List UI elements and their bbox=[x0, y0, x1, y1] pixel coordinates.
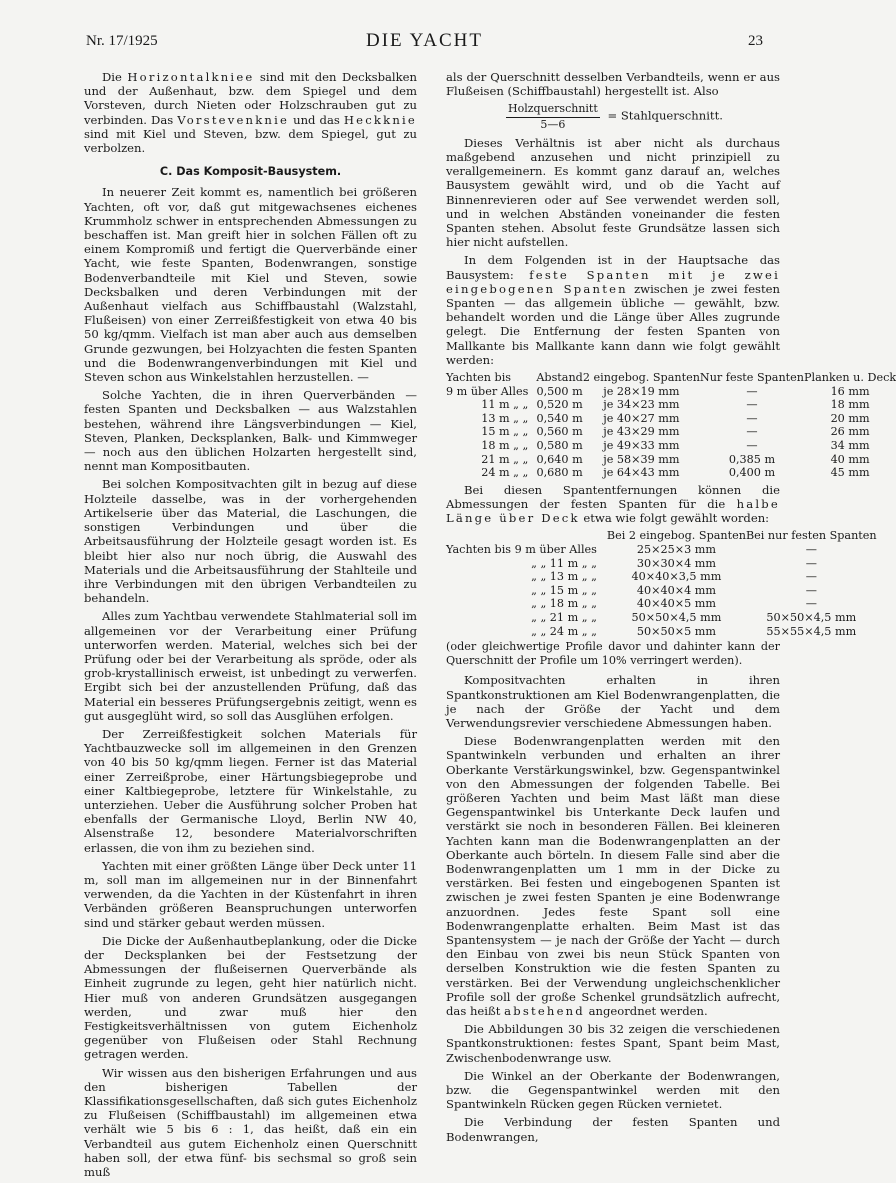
table-cell: je 49×33 mm bbox=[603, 439, 680, 453]
table-cell: 24 m „ „ bbox=[481, 466, 529, 480]
paragraph: In neuerer Zeit kommt es, namentlich bei größeren Yachten, oft vor, daß gut mitgewachsenes eichenes Krummholz schwer in entsprechenden Abmessungen zu beschaffen ist. Man greift hier in solchen Fällen oft zu einem Kompromiß und fertigt die Querverbände einer Yacht, wie feste Spanten, Bodenwrangen, sonstige Bodenverbandteile mit Kiel und Steven, sowie Decksbalken und deren Verbindungen mit der Außenhaut vielfach aus Schiffbaustahl (Walzstahl, Flußeisen) von einer Zerreißfestigkeit von etwa 40 bis 50 kg/qmm. Vielfach ist man aber auch aus demselben Grunde gezwungen, bei Holzyachten die festen Spanten und die Bodenwrangenverbindungen mit Kiel und Steven schon aus Winkelstahlen herzustellen. — bbox=[84, 185, 417, 385]
table-cell: — bbox=[746, 398, 758, 412]
table-cell: 0,385 m bbox=[728, 452, 776, 466]
table-cell: — bbox=[805, 583, 817, 597]
paragraph: Yachten mit einer größten Länge über Deck unter 11 m, soll man im allgemeinen nur in der Binnenfahrt verwenden, da die Yachten in der Küstenfahrt in ihren Verbänden größeren Beanspruchungen unterworfen sind und stärker gebaut werden müssen. bbox=[84, 858, 417, 930]
page-number: 23 bbox=[748, 33, 763, 49]
left-column bbox=[84, 70, 417, 1183]
table-header bbox=[446, 529, 607, 543]
table-cell: — bbox=[805, 570, 817, 584]
journal-title: DIE YACHT bbox=[365, 30, 484, 51]
table-header: Yachten bis bbox=[446, 371, 512, 385]
table-cell: „ „ 13 m „ „ bbox=[531, 570, 597, 584]
table-cell: 40×40×3,5 mm bbox=[631, 570, 722, 584]
table-cell: „ „ 21 m „ „ bbox=[531, 610, 597, 624]
table-cell: 18 mm bbox=[830, 398, 870, 412]
paragraph: Die Winkel an der Oberkante der Bodenwrangen, bzw. die Gegenspantwinkel werden mit den Spantwinkeln Rücken gegen Rücken vernietet. bbox=[446, 1068, 780, 1112]
table-cell: 40×40×5 mm bbox=[636, 597, 716, 611]
paragraph: Die Dicke der Außenhautbeplankung, oder die Dicke der Decksplanken bei der Festsetzung der Abmessungen der flußeisernen Querverbände als Einheit zugrunde zu legen, geht hier natürlich nicht. Hier muß von anderen Grundsätzen ausgegangen werden, und zwar muß hier den Festigkeitsverhältnissen von gutem Eichenholz gegenüber von Flußeisen oder Stahl Rechnung getragen werden. bbox=[84, 933, 417, 1062]
table-row bbox=[446, 570, 877, 584]
table-cell: — bbox=[805, 543, 817, 557]
table-cell: je 28×19 mm bbox=[603, 384, 680, 398]
table-row bbox=[446, 584, 877, 598]
paragraph-halbe-laenge: Bei diesen Spantentfernungen können die Abmessungen der festen Spanten für die halbe Länge über Deck etwa wie folgt gewählt worden: bbox=[446, 482, 780, 526]
table-cell: „ „ 15 m „ „ bbox=[531, 583, 597, 597]
issue-number: Nr. 17/1925 bbox=[86, 33, 158, 49]
table-header: Bei 2 eingebog. Spanten bbox=[606, 529, 746, 543]
table-cell: 0,500 m bbox=[536, 384, 583, 398]
spacing-table bbox=[446, 371, 896, 480]
table-row bbox=[446, 398, 896, 412]
table-cell: 25×25×3 mm bbox=[636, 543, 716, 557]
table-header: Abstand bbox=[536, 371, 583, 385]
table-cell: 20 mm bbox=[830, 411, 870, 425]
table-cell: 0,540 m bbox=[536, 411, 583, 425]
ratio-formula bbox=[446, 102, 780, 131]
table-cell: — bbox=[746, 425, 758, 439]
table-cell: 15 m „ „ bbox=[481, 425, 529, 439]
table-cell: je 58×39 mm bbox=[603, 452, 680, 466]
table-row bbox=[446, 557, 877, 571]
table-row bbox=[446, 439, 896, 453]
paragraph: Die Abbildungen 30 bis 32 zeigen die verschiedenen Spantkonstruktionen: festes Spant, Spant beim Mast, Zwischenbodenwrange usw. bbox=[446, 1022, 780, 1065]
table-cell: 40×40×4 mm bbox=[636, 583, 716, 597]
paragraph: Kompositvachten erhalten in ihren Spantkonstruktionen am Kiel Bodenwrangenplatten, die je nach der Größe der Yacht und dem Verwendungsrevier verschiedene Abmessungen haben. bbox=[446, 673, 780, 730]
table-cell: 9 m über Alles bbox=[446, 384, 529, 398]
fraction bbox=[506, 102, 600, 131]
table-cell: — bbox=[746, 384, 758, 398]
table-cell: 16 mm bbox=[830, 384, 870, 398]
table-cell: 18 m „ „ bbox=[481, 439, 529, 453]
paragraph-horizontalkniee: Die Horizontalkniee sind mit den Decksbalken und der Außenhaut, bzw. dem Spiegel und dem Vorsteven, durch Nieten oder Holzschrauben gut zu verbinden. Das Vorstevenknie und das Heckknie sind mit Kiel und Steven, bzw. dem Spiegel, gut zu verbolzen. bbox=[84, 70, 417, 156]
paragraph: Alles zum Yachtbau verwendete Stahlmaterial soll im allgemeinen vor der Verarbeitung einer Prüfung unterworfen werden. Material, welches sich bei der Prüfung oder bei der Verarbeitung als spröde, oder als grob-krystallinisch erweist, ist unbedingt zu verwerfen. Ergibt sich bei der anzustellenden Prüfung, daß das Material ein besseres Prüfungsergebnis zeitigt, wenn es gut ausgeglüht wird, so soll das Ausglühen erfolgen. bbox=[84, 609, 417, 723]
table-cell: je 43×29 mm bbox=[603, 425, 680, 439]
right-column bbox=[446, 70, 896, 1148]
table-cell: 0,520 m bbox=[536, 398, 583, 412]
table-row bbox=[446, 625, 877, 639]
section-heading: C. Das Komposit-Bausystem. bbox=[159, 165, 342, 179]
table-cell: 0,640 m bbox=[536, 452, 583, 466]
paragraph: Solche Yachten, die in ihren Querverbänden — festen Spanten und Decksbalken — aus Walzstahlen bestehen, während ihre Längsverbindungen — Kiel, Steven, Planken, Decksplanken, Balk- und Kimmweger — noch aus den üblichen Holzarten hergestellt sind, nennt man Kompositbauten. bbox=[84, 388, 417, 474]
paragraph-bodenwrangen: Diese Bodenwrangenplatten werden mit den Spantwinkeln verbunden und erhalten an ihrer Oberkante Verstärkungswinkel, bzw. Gegenspantwinkel von den Abmessungen der folgenden Tabelle. Bei größeren Yachten und beim Mast läßt man diese Gegenspantwinkel bis Unterkante Deck laufen und verstärkt sie noch in besonderen Fällen. Bei kleineren Yachten kann man die Bodenwrangenplatten an der Oberkante auch börteln. In diesem Falle sind aber die Bodenwrangenplatten um 1 mm in der Dicke zu verstärken. Bei festen und eingebogenen Spanten ist zwischen je zwei festen Spanten je eine Bodenwrange anzuordnen. Jedes feste Spant soll eine Bodenwrangenplatte erhalten. Beim Mast ist das Spantensystem — je nach der Größe der Yacht — durch den Einbau von zwei bis neun Stück Spanten von derselben Konstruktion wie die festen Spanten zu verstärken. Bei der Verwendung ungleichschenklicher Profile soll der große Schenkel grundsätzlich aufrecht, das heißt abstehend angeordnet werden. bbox=[446, 734, 780, 1019]
table-cell: 0,560 m bbox=[536, 425, 583, 439]
table-cell: „ „ 18 m „ „ bbox=[531, 597, 597, 611]
table-header: Bei nur festen Spanten bbox=[745, 529, 877, 543]
table-cell: 21 m „ „ bbox=[481, 452, 529, 466]
table-cell: 30×30×4 mm bbox=[636, 556, 716, 570]
paragraph: Wir wissen aus den bisherigen Erfahrungen und aus den bisherigen Tabellen der Klassifikationsgesellschaften, daß sich gutes Eichenholz zu Flußeisen (Schiffbaustahl) im allgemeinen etwa verhält wie 5 bis 6 : 1, das heißt, daß ein ein Verbandteil aus gutem Eichenholz einen Querschnitt haben soll, der etwa fünf- bis sechsmal so groß sein muß bbox=[84, 1065, 417, 1180]
table-cell: „ „ 11 m „ „ bbox=[531, 556, 597, 570]
table-cell: 0,580 m bbox=[536, 439, 583, 453]
table-row bbox=[446, 466, 896, 480]
table-cell: je 34×23 mm bbox=[603, 398, 680, 412]
table-cell: Yachten bis 9 m über Alles bbox=[446, 543, 597, 557]
table-footnote: (oder gleichwertige Profile davor und dahinter kann der Querschnitt der Profile um 10% verringert werden). bbox=[446, 640, 780, 667]
table-row bbox=[446, 611, 877, 625]
table-cell: 0,400 m bbox=[728, 466, 776, 480]
table-row bbox=[446, 425, 896, 439]
table-cell: — bbox=[805, 597, 817, 611]
paragraph-bausystem: In dem Folgenden ist in der Hauptsache das Bausystem: feste Spanten mit je zwei eingebogenen Spanten zwischen je zwei festen Spanten — das allgemein übliche — gewählt, bzw. behandelt worden und die Länge über Alles zugrunde gelegt. Die Entfernung der festen Spanten von Mallkante bis Mallkante kann dann wie folgt gewählt werden: bbox=[446, 253, 780, 367]
table-header: Planken u. Deck bbox=[804, 371, 896, 385]
table-cell: je 40×27 mm bbox=[603, 411, 680, 425]
table-cell: 50×50×4,5 mm bbox=[766, 610, 857, 624]
table-cell: 13 m „ „ bbox=[481, 411, 529, 425]
fraction-result: = Stahlquerschnitt. bbox=[607, 109, 723, 124]
paragraph: Die Verbindung der festen Spanten und Bodenwrangen, bbox=[446, 1115, 780, 1144]
table-cell: 50×50×5 mm bbox=[636, 624, 716, 638]
table-row bbox=[446, 597, 877, 611]
paragraph: Der Zerreißfestigkeit solchen Materials für Yachtbauzwecke soll im allgemeinen in den Grenzen von 40 bis 50 kg/qmm liegen. Ferner ist das Material einer Zerreißprobe, einer Härtungsbiegeprobe und einer Kaltbiegeprobe, letztere für Winkelstahle, zu unterziehen. Ueber die Ausführung solcher Proben hat ebenfalls der Germanische Lloyd, Berlin NW 40, Alsenstraße 12, besondere Materialvorschriften erlassen, die von ihm zu beziehen sind. bbox=[84, 726, 417, 855]
table-cell: 0,680 m bbox=[536, 466, 583, 480]
paragraph: Dieses Verhältnis ist aber nicht als durchaus maßgebend anzusehen und nicht prinzipiell zu verallgemeinern. Es kommt ganz darauf an, welches Bausystem gewählt wird, und ob die Yacht auf Binnenrevieren oder auf See verwendet werden soll, und in welchen Abständen voneinander die festen Spanten stehen. Absolut feste Grundsätze lassen sich hier nicht aufstellen. bbox=[446, 135, 780, 250]
table-cell: 50×50×4,5 mm bbox=[631, 610, 722, 624]
table-cell: 34 mm bbox=[830, 439, 870, 453]
fraction-numerator: Holzquerschnitt bbox=[506, 102, 600, 117]
table-cell: 11 m „ „ bbox=[481, 398, 529, 412]
paragraph: als der Querschnitt desselben Verbandteils, wenn er aus Flußeisen (Schiffbaustahl) hergestellt ist. Also bbox=[446, 70, 780, 99]
table-cell: „ „ 24 m „ „ bbox=[531, 624, 597, 638]
frame-dimension-table bbox=[446, 529, 877, 638]
table-row bbox=[446, 453, 896, 467]
table-cell: 40 mm bbox=[830, 452, 870, 466]
page-header bbox=[86, 30, 763, 54]
table-cell: 55×55×4,5 mm bbox=[766, 624, 857, 638]
fraction-denominator: 5—6 bbox=[540, 117, 566, 131]
table-cell: — bbox=[746, 439, 758, 453]
table-cell: — bbox=[805, 556, 817, 570]
table-row bbox=[446, 412, 896, 426]
table-row bbox=[446, 543, 877, 557]
table-row bbox=[446, 385, 896, 399]
table-cell: 26 mm bbox=[830, 425, 870, 439]
table-header: 2 eingebog. Spanten bbox=[582, 371, 700, 385]
table-header: Nur feste Spanten bbox=[699, 371, 805, 385]
table-cell: — bbox=[746, 411, 758, 425]
table-cell: je 64×43 mm bbox=[603, 466, 680, 480]
table-cell: 45 mm bbox=[830, 466, 870, 480]
paragraph: Bei solchen Kompositvachten gilt in bezug auf diese Holzteile dasselbe, was in der vorhergehenden Artikelserie über das Material, die Laschungen, die sonstigen Verbindungen und über die Arbeitsausführung der Holzteile gesagt worden ist. Es bleibt hier also nur noch übrig, die Auswahl des Materials und die Arbeitsausführung der Stahlteile und ihre Verbindungen mit den übrigen Verbandteilen zu behandeln. bbox=[84, 477, 417, 606]
